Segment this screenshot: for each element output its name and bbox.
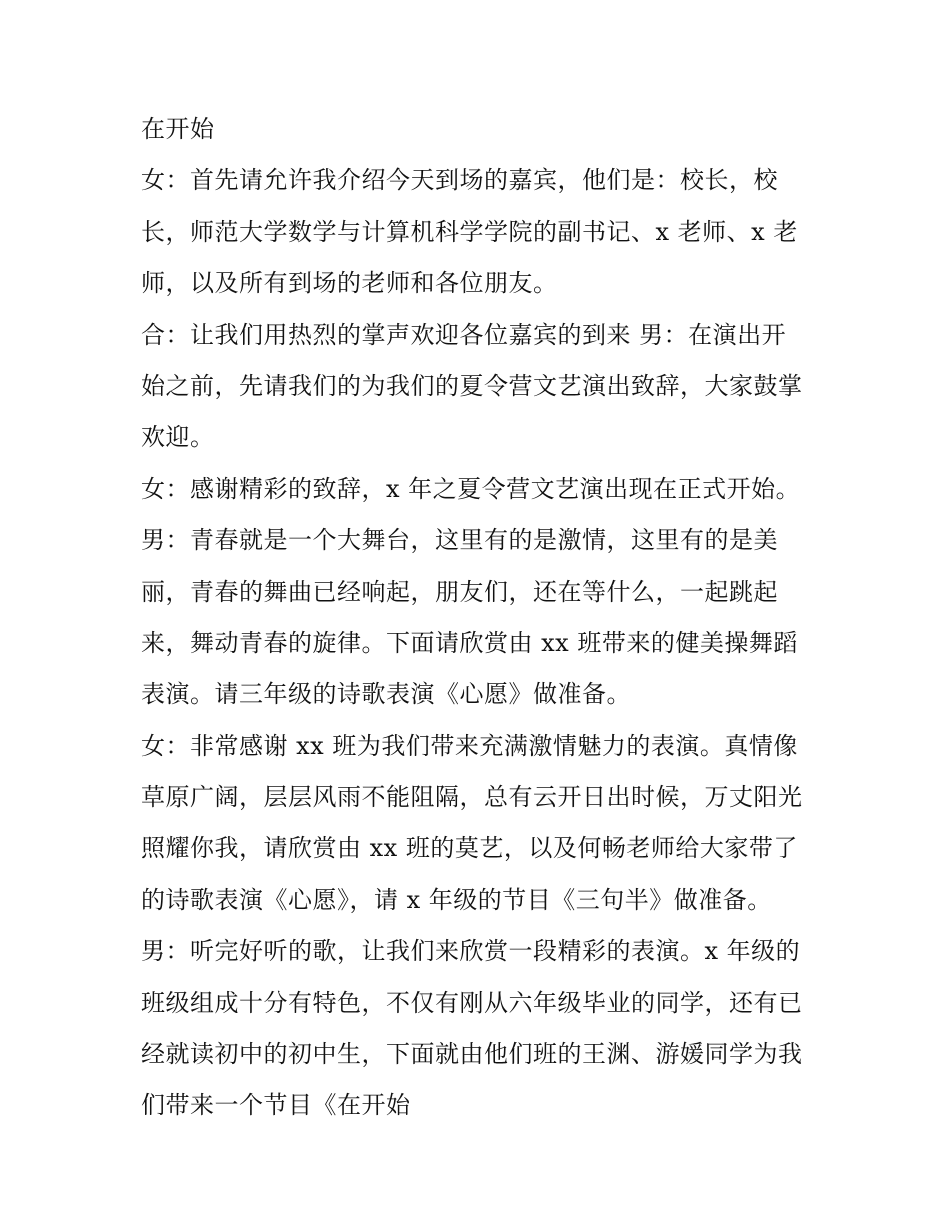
text-line: 经就读初中的初中生，下面就由他们班的王渊、游媛同学为我	[141, 1040, 803, 1069]
text-line: 合：让我们用热烈的掌声欢迎各位嘉宾的到来 男：在演出开	[141, 320, 787, 349]
text-line: 草原广阔，层层风雨不能阻隔，总有云开日出时候，万丈阳光	[141, 783, 803, 812]
text-line: 女：感谢精彩的致辞，x 年之夏令营文艺演出现在正式开始。	[141, 474, 801, 503]
document-body	[141, 104, 831, 1132]
text-line: 的诗歌表演《心愿》，请 x 年级的节目《三句半》做准备。	[141, 885, 772, 914]
text-line: 女：首先请允许我介绍今天到场的嘉宾，他们是：校长，校	[141, 166, 778, 195]
text-line: 来，舞动青春的旋律。下面请欣赏由 xx 班带来的健美操舞蹈	[141, 628, 798, 657]
text-line: 表演。请三年级的诗歌表演《心愿》做准备。	[141, 680, 631, 709]
text-line: 始之前，先请我们的为我们的夏令营文艺演出致辞，大家鼓掌	[141, 371, 803, 400]
text-line: 长，师范大学数学与计算机科学学院的副书记、x 老师、x 老	[141, 217, 798, 246]
text-line: 男：听完好听的歌，让我们来欣赏一段精彩的表演。x 年级的	[141, 937, 801, 966]
text-line: 照耀你我，请欣赏由 xx 班的莫艺，以及何畅老师给大家带了	[141, 834, 798, 863]
text-line: 在开始	[141, 115, 215, 143]
text-line: 班级组成十分有特色，不仅有刚从六年级毕业的同学，还有已	[141, 988, 803, 1017]
text-line: 欢迎。	[141, 423, 215, 452]
text-line: 女：非常感谢 xx 班为我们带来充满激情魅力的表演。真情像	[141, 731, 798, 760]
text-line: 丽，青春的舞曲已经响起，朋友们，还在等什么，一起跳起	[141, 577, 778, 606]
text-line: 师，以及所有到场的老师和各位朋友。	[141, 269, 558, 298]
text-line: 们带来一个节目《在开始	[141, 1091, 411, 1120]
text-line: 男：青春就是一个大舞台，这里有的是激情，这里有的是美	[141, 526, 778, 555]
